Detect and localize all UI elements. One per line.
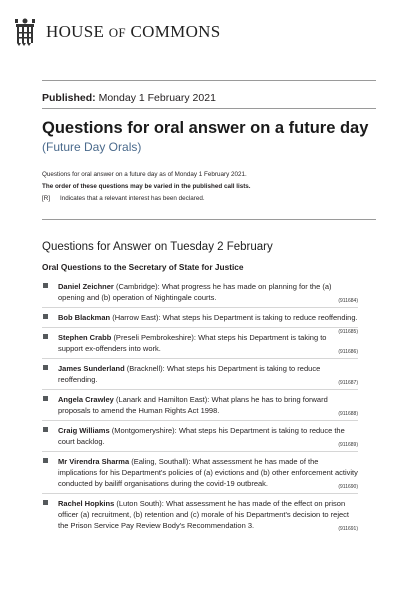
question-text: What plans he has to bring forward proposals to amend the Human Rights Act 1998. bbox=[58, 395, 328, 415]
page-title: Questions for oral answer on a future day bbox=[42, 119, 369, 137]
org-commons: COMMONS bbox=[130, 22, 221, 41]
organisation-name bbox=[46, 22, 220, 42]
portcullis-icon bbox=[14, 17, 36, 47]
constituency: (Harrow East): bbox=[112, 313, 161, 322]
header bbox=[14, 12, 220, 52]
published-rule bbox=[42, 108, 376, 109]
question-text: What assessment he has made of the implications for his Department's policies of (a) evictions and (b) other enforcement activity conducted by bailiff organisations during the covid-19 outbreak. bbox=[58, 457, 358, 488]
constituency: (Preseli Pembrokeshire): bbox=[113, 333, 196, 342]
org-house: HOUSE bbox=[46, 22, 105, 41]
constituency: (Montgomeryshire): bbox=[111, 426, 177, 435]
department-heading: Oral Questions to the Secretary of State for Justice bbox=[42, 262, 244, 272]
member-name: Stephen Crabb bbox=[58, 333, 112, 342]
question-text: What steps his Department is taking to reduce reoffending. bbox=[58, 364, 321, 384]
question-item bbox=[42, 498, 358, 535]
org-of: OF bbox=[108, 25, 126, 40]
question-text: What assessment he has made of the effect on prison officer (a) recruitment, (b) retention and (c) morale of his Department's decision to reject the Prison Service Pay Review Body's Recommendation 3. bbox=[58, 499, 349, 530]
question-reference: (911689) bbox=[338, 442, 358, 448]
member-name: Angela Crawley bbox=[58, 395, 114, 404]
constituency: (Bracknell): bbox=[126, 364, 165, 373]
top-rule bbox=[42, 80, 376, 81]
member-name: Rachel Hopkins bbox=[58, 499, 115, 508]
question-item bbox=[42, 281, 358, 308]
bullet-icon bbox=[43, 334, 48, 339]
question-list bbox=[42, 281, 358, 539]
intro-rule bbox=[42, 219, 376, 220]
ri-text: Indicates that a relevant interest has been declared. bbox=[60, 195, 205, 202]
question-item bbox=[42, 425, 358, 452]
question-reference: (911691) bbox=[338, 526, 358, 532]
question-item bbox=[42, 332, 358, 359]
bullet-icon bbox=[43, 458, 48, 463]
constituency: (Lanark and Hamilton East): bbox=[115, 395, 210, 404]
question-reference: (911687) bbox=[338, 380, 358, 386]
bullet-icon bbox=[43, 427, 48, 432]
published-label: Published: bbox=[42, 92, 96, 104]
question-text: What steps his Department is taking to reduce the court backlog. bbox=[58, 426, 345, 446]
member-name: Daniel Zeichner bbox=[58, 282, 114, 291]
question-text: What progress he has made on planning for the (a) opening and (b) operation of Nightingale courts. bbox=[58, 282, 332, 302]
question-item bbox=[42, 394, 358, 421]
member-name: Mr Virendra Sharma bbox=[58, 457, 130, 466]
question-text: What steps his Department is taking to reduce reoffending. bbox=[162, 313, 358, 322]
intro-notes bbox=[42, 169, 362, 205]
question-reference: (911688) bbox=[338, 411, 358, 417]
member-name: Craig Williams bbox=[58, 426, 110, 435]
question-item bbox=[42, 363, 358, 390]
constituency: (Ealing, Southall): bbox=[131, 457, 191, 466]
member-name: James Sunderland bbox=[58, 364, 125, 373]
constituency: (Luton South): bbox=[116, 499, 164, 508]
question-reference: (911690) bbox=[338, 484, 358, 490]
page-subtitle: (Future Day Orals) bbox=[42, 140, 142, 154]
question-reference: (911686) bbox=[338, 349, 358, 355]
bullet-icon bbox=[43, 314, 48, 319]
relevant-interest-note bbox=[42, 193, 362, 205]
question-reference: (911685) bbox=[338, 329, 358, 335]
constituency: (Cambridge): bbox=[115, 282, 160, 291]
member-name: Bob Blackman bbox=[58, 313, 111, 322]
ri-tag: [R] bbox=[42, 195, 51, 202]
published-line bbox=[42, 92, 216, 104]
intro-line-2: The order of these questions may be varied in the published call lists. bbox=[42, 183, 251, 190]
question-item bbox=[42, 312, 358, 335]
bullet-icon bbox=[43, 283, 48, 288]
intro-line-1: Questions for oral answer on a future day as of Monday 1 February 2021. bbox=[42, 171, 247, 178]
question-text: What steps his Department is taking to support ex-offenders into work. bbox=[58, 333, 327, 353]
bullet-icon bbox=[43, 365, 48, 370]
question-reference: (911684) bbox=[338, 298, 358, 304]
bullet-icon bbox=[43, 396, 48, 401]
bullet-icon bbox=[43, 500, 48, 505]
question-item bbox=[42, 456, 358, 494]
published-date: Monday 1 February 2021 bbox=[98, 92, 216, 104]
section-heading: Questions for Answer on Tuesday 2 February bbox=[42, 241, 273, 253]
